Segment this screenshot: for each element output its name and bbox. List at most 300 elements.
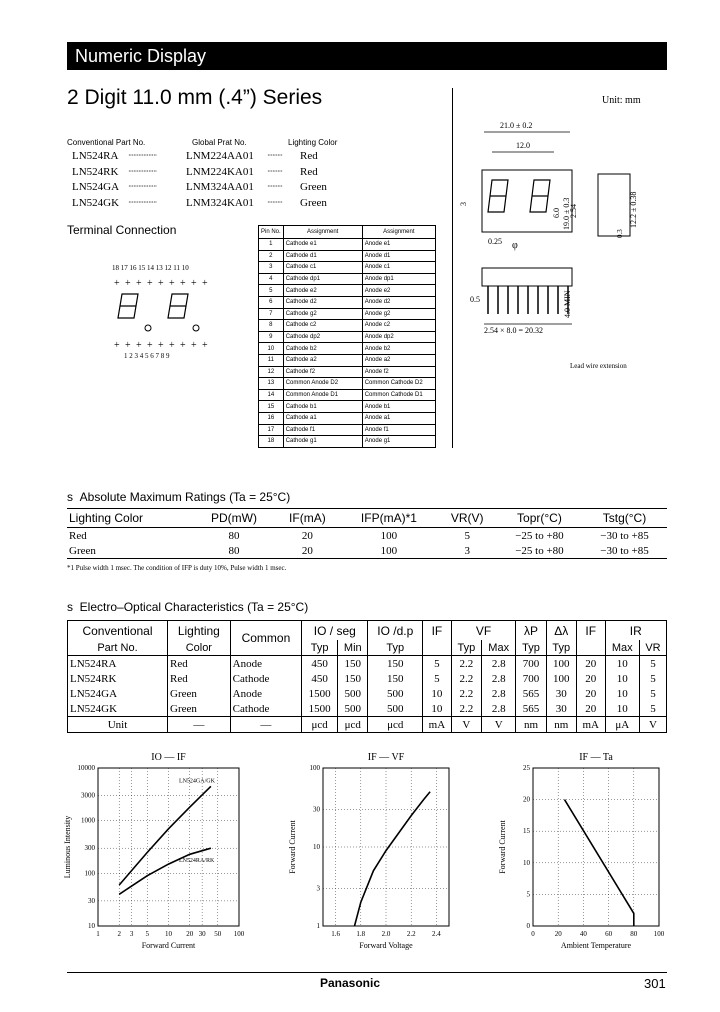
eo-cell: 565	[516, 701, 546, 717]
eo-cell: 20	[576, 701, 605, 717]
pin-row	[259, 296, 436, 308]
amr-cell: −25 to +80	[515, 529, 564, 542]
eo-h-if2: IF	[576, 621, 605, 641]
x-tick-label: 2.4	[432, 930, 441, 938]
series-line	[119, 848, 211, 894]
eo-cell: 10	[605, 671, 639, 686]
global-part-no: LNM324AA01	[186, 181, 254, 193]
eo-unit-cell: μcd	[302, 717, 338, 733]
pin-assignment: Cathode g1	[283, 436, 362, 448]
eo-h-conv: Conventional	[68, 621, 168, 641]
chart-if-ta	[475, 748, 675, 958]
unit-label: Unit: mm	[602, 95, 641, 106]
eo-h-blank	[423, 640, 452, 656]
pin-assignment: Cathode c2	[283, 320, 362, 332]
eo-cell: 2.2	[451, 686, 481, 701]
y-tick-label: 25	[523, 764, 530, 772]
pin-assignment: Anode c1	[362, 262, 435, 274]
pin-assignment: Cathode dp2	[283, 331, 362, 343]
x-tick-label: 1.6	[331, 930, 340, 938]
amr-header-cell: VR(V)	[438, 509, 497, 528]
eo-cell: Green	[168, 686, 231, 701]
eo-h-io-seg: IO / seg	[302, 621, 368, 641]
pin-assignment: Cathode d2	[283, 296, 362, 308]
y-tick-label: 1000	[81, 816, 95, 825]
absolute-max-ratings-table	[67, 508, 667, 559]
eo-h-typ2: Typ	[368, 640, 423, 656]
eo-cell: 2.2	[451, 701, 481, 717]
series-label: LN524RA/RK	[178, 858, 215, 865]
pin-assignment: Anode f2	[362, 366, 435, 378]
eo-cell: Red	[168, 656, 231, 672]
lighting-color: Red	[300, 165, 318, 178]
pin-marker: +	[125, 278, 131, 289]
eo-cell: 150	[368, 656, 423, 672]
side-view-body	[598, 174, 630, 236]
pin-marker: +	[125, 340, 131, 351]
eo-cell: 20	[576, 656, 605, 672]
leader-dots: ·········	[267, 166, 282, 176]
eo-h-max1: Max	[482, 640, 516, 656]
pin-assignment: Anode g2	[362, 308, 435, 320]
series-line	[119, 786, 211, 885]
eo-unit-cell: mA	[576, 717, 605, 733]
amr-header-cell: PD(mW)	[193, 509, 274, 528]
x-tick-label: 3	[129, 930, 134, 938]
pin-number: 6	[259, 296, 284, 308]
pin-assignment: Cathode f2	[283, 366, 362, 378]
eo-cell: Anode	[230, 656, 302, 672]
x-tick-label: 100	[233, 930, 245, 938]
eo-h-min: Min	[338, 640, 368, 656]
brand-logo: Panasonic	[320, 976, 381, 990]
eo-cell: Green	[168, 701, 231, 717]
top-pin-markers	[114, 278, 208, 289]
eo-h-typ5: Typ	[546, 640, 576, 656]
eo-cell: 5	[423, 671, 452, 686]
conventional-part-heading: Conventional Part No.	[67, 138, 146, 147]
dim-pitch-total: 2.54 × 8.0 = 20.32	[484, 326, 544, 335]
pin-number: 10	[259, 343, 284, 355]
assignment-header-2: Assignment	[362, 226, 435, 239]
dimension-drawing	[458, 118, 663, 376]
eo-cell: 450	[302, 671, 338, 686]
dim-digit-width: 12.0	[516, 141, 530, 150]
eo-h-lp: λP	[516, 621, 546, 641]
chart-title: IO — IF	[151, 752, 186, 763]
amr-title-text: Absolute Maximum Ratings (Ta = 25°C)	[79, 490, 291, 504]
pin-assignment: Anode b2	[362, 343, 435, 355]
pin-assignment: Cathode a2	[283, 354, 362, 366]
lead-wire-note: Lead wire extension	[570, 362, 627, 370]
eo-h-light2: Color	[168, 640, 231, 656]
global-part-no: LNM224AA01	[186, 150, 254, 162]
amr-cell: 5	[464, 529, 470, 542]
eo-cell: 1500	[302, 686, 338, 701]
eo-h-common: Common	[230, 621, 302, 656]
eo-cell: Red	[168, 671, 231, 686]
plot-frame	[533, 768, 659, 926]
pin-number: 14	[259, 389, 284, 401]
dim-pin-pitch: 2.54	[569, 204, 578, 218]
eo-cell: 150	[368, 671, 423, 686]
pin-number: 8	[259, 320, 284, 332]
eo-cell: LN524RA	[68, 656, 168, 672]
eo-h-io-dp: IO /d.p	[368, 621, 423, 641]
eo-cell: 2.8	[482, 656, 516, 672]
lighting-color: Green	[300, 181, 327, 193]
eo-unit-cell: Unit	[68, 717, 168, 733]
eo-cell: 10	[605, 656, 639, 672]
pin-assignment: Anode c2	[362, 320, 435, 332]
pin-assignment: Cathode c1	[283, 262, 362, 274]
category-banner: Numeric Display	[67, 42, 667, 70]
x-tick-label: 1	[96, 930, 100, 938]
eo-cell: 500	[338, 701, 368, 717]
eo-cell: 10	[605, 686, 639, 701]
global-part-heading: Global Prat No.	[192, 138, 247, 147]
pin-number: 13	[259, 378, 284, 390]
eo-cell: 150	[338, 656, 368, 672]
bottom-pin-markers	[114, 340, 208, 351]
amr-cell: 80	[193, 543, 274, 559]
dp2-dot	[193, 325, 199, 331]
eo-cell: 20	[576, 686, 605, 701]
eo-cell: 5	[639, 656, 666, 672]
eo-unit-cell: V	[639, 717, 666, 733]
eo-title	[67, 600, 308, 614]
eo-unit-cell: nm	[546, 717, 576, 733]
pin-marker: +	[191, 278, 197, 289]
y-tick-label: 100	[309, 764, 320, 772]
pin-assignment: Cathode a1	[283, 412, 362, 424]
chart-title: IF — Ta	[579, 752, 613, 763]
dp1-dot	[145, 325, 151, 331]
eo-cell: 565	[516, 686, 546, 701]
amr-cell: −30 to +85	[582, 543, 667, 559]
eo-h-vf: VF	[451, 621, 516, 641]
y-axis-label: Forward Current	[498, 820, 507, 874]
eo-unit-cell: nm	[516, 717, 546, 733]
pin-marker: +	[169, 278, 175, 289]
pin-assignment: Common Anode D1	[283, 389, 362, 401]
leader-dots: ·················	[128, 151, 157, 160]
y-tick-label: 3000	[81, 791, 95, 800]
chart-io-if	[40, 748, 255, 958]
eo-unit-row	[68, 717, 667, 733]
pin-assignment: Anode f1	[362, 424, 435, 436]
pin-marker: +	[180, 340, 186, 351]
pin-assignment: Cathode d1	[283, 250, 362, 262]
terminal-connection-title: Terminal Connection	[67, 223, 177, 237]
svg-text:3: 3	[459, 202, 468, 206]
pin-number: 9	[259, 331, 284, 343]
pin-row	[259, 331, 436, 343]
eo-cell: 450	[302, 656, 338, 672]
pin-no-header: Pin No.	[259, 226, 284, 239]
x-tick-label: 20	[554, 930, 562, 938]
leader-dots: ·········	[267, 151, 282, 160]
pin-assignment: Cathode f1	[283, 424, 362, 436]
eo-unit-cell: μA	[605, 717, 639, 733]
eo-unit-cell: —	[230, 717, 302, 733]
pin-assignment: Cathode dp1	[283, 273, 362, 285]
eo-cell: LN524GA	[68, 686, 168, 701]
eo-cell: 700	[516, 671, 546, 686]
eo-h-typ3: Typ	[451, 640, 481, 656]
eo-unit-cell: μcd	[338, 717, 368, 733]
y-tick-label: 10	[88, 922, 95, 930]
pin-row	[259, 412, 436, 424]
conventional-part-no: LN524RA	[72, 150, 119, 162]
amr-header-cell: IFP(mA)*1	[340, 509, 437, 528]
amr-header-cell: Lighting Color	[67, 509, 193, 528]
pin-assignment: Anode g1	[362, 436, 435, 448]
eo-row	[68, 656, 667, 672]
amr-row	[67, 543, 667, 559]
dim-thickness: 12.2 ± 0.38	[629, 191, 638, 228]
leader-dots: ·········	[267, 197, 282, 207]
pin-row	[259, 401, 436, 413]
leader-dots: ·················	[128, 166, 157, 176]
pin-assignment: Anode d1	[362, 250, 435, 262]
series-line	[355, 792, 431, 926]
pin-marker: +	[158, 278, 164, 289]
pin-assignment: Anode e2	[362, 285, 435, 297]
lighting-color: Green	[300, 196, 327, 209]
front-view-body	[482, 170, 572, 232]
eo-cell: 2.8	[482, 686, 516, 701]
pin-number: 16	[259, 412, 284, 424]
pin-assignment: Cathode b1	[283, 401, 362, 413]
conventional-part-no: LN524GK	[72, 196, 120, 209]
x-tick-label: 100	[653, 930, 665, 938]
series-title: 2 Digit 11.0 mm (.4”) Series	[67, 86, 323, 109]
pin-number: 17	[259, 424, 284, 436]
assignment-header-1: Assignment	[283, 226, 362, 239]
eo-cell: Cathode	[230, 701, 302, 717]
dim-pin-side: 0.3	[616, 229, 624, 238]
eo-cell: 2.2	[451, 656, 481, 672]
x-tick-label: 40	[579, 930, 587, 938]
amr-footnote: *1 Pulse width 1 msec. The condition of IFP is duty 10%, Pulse width 1 msec.	[67, 564, 287, 572]
pin-marker: +	[114, 278, 120, 289]
x-tick-label: 1.8	[356, 930, 366, 938]
x-tick-label: 2.0	[381, 930, 391, 938]
pin-marker: +	[136, 278, 142, 289]
pin-assignment: Anode a1	[362, 412, 435, 424]
eo-unit-cell: V	[451, 717, 481, 733]
pin-assignment: Common Cathode D2	[362, 378, 435, 390]
amr-cell: 100	[340, 543, 437, 559]
y-tick-label: 3	[316, 884, 320, 893]
dim-digit-height: 6.0	[552, 208, 561, 218]
pin-marker: +	[180, 278, 186, 289]
eo-cell: 10	[423, 686, 452, 701]
pin-row	[259, 308, 436, 320]
x-tick-label: 50	[214, 930, 222, 938]
pin-marker: +	[114, 340, 120, 351]
pin-row	[259, 320, 436, 332]
pin-number: 4	[259, 273, 284, 285]
eo-cell: 150	[338, 671, 368, 686]
digit-outline-2	[168, 294, 188, 318]
pin-assignment: Cathode g2	[283, 308, 362, 320]
eo-cell: 100	[546, 671, 576, 686]
leader-dots: ·················	[128, 197, 157, 207]
eo-h-max2: Max	[605, 640, 639, 656]
x-axis-label: Forward Voltage	[359, 941, 413, 950]
pin-assignment-table	[258, 225, 436, 448]
pin-number: 1	[259, 239, 284, 251]
global-part-no: LNM224KA01	[186, 165, 254, 178]
x-tick-label: 2.2	[406, 930, 416, 938]
x-tick-label: 20	[186, 930, 194, 938]
series-label: LN524GA/GK	[178, 778, 215, 785]
bottom-pin-numbers: 1 2 3 4 5 6 7 8 9	[124, 352, 170, 360]
pin-marker: +	[147, 278, 153, 289]
amr-bullet: s	[67, 490, 80, 504]
pin-assignment: Anode b1	[362, 401, 435, 413]
x-tick-label: 10	[165, 930, 172, 938]
pin-assignment: Anode e1	[362, 239, 435, 251]
eo-cell: 2.2	[451, 671, 481, 686]
eo-unit-cell: V	[482, 717, 516, 733]
x-tick-label: 80	[630, 930, 638, 938]
y-tick-label: 10	[313, 843, 320, 851]
footer-rule	[67, 972, 667, 973]
pin-row	[259, 262, 436, 274]
y-tick-label: 30	[88, 896, 95, 905]
eo-row	[68, 686, 667, 701]
dim-pin-width: 0.5	[470, 295, 480, 304]
pin-number: 2	[259, 250, 284, 262]
eo-cell: 30	[546, 701, 576, 717]
y-tick-label: 300	[84, 844, 95, 853]
eo-h-if: IF	[423, 621, 452, 641]
y-tick-label: 100	[84, 869, 95, 878]
pin-assignment: Anode dp2	[362, 331, 435, 343]
bottom-view-body	[482, 268, 572, 286]
x-tick-label: 0	[531, 930, 535, 938]
eo-row	[68, 671, 667, 686]
pin-row	[259, 354, 436, 366]
eo-cell: 1500	[302, 701, 338, 717]
pin-marker: +	[191, 340, 197, 351]
eo-cell: LN524GK	[68, 701, 168, 717]
eo-h-typ4: Typ	[516, 640, 546, 656]
eo-cell: 2.8	[482, 701, 516, 717]
amr-cell: 100	[380, 529, 398, 542]
eo-cell: 100	[546, 656, 576, 672]
leader-dots: ·········	[267, 182, 282, 191]
pin-row	[259, 343, 436, 355]
pin-assignment: Cathode e2	[283, 285, 362, 297]
x-tick-label: 30	[198, 930, 206, 938]
x-axis-label: Forward Current	[141, 941, 196, 950]
dim-body-height: 19.0 ± 0.3	[562, 197, 571, 230]
eo-cell: 10	[423, 701, 452, 717]
pin-row	[259, 273, 436, 285]
pin-assignment: Anode dp1	[362, 273, 435, 285]
eo-cell: 500	[368, 701, 423, 717]
eo-cell: 700	[516, 656, 546, 672]
page-number: 301	[644, 976, 666, 991]
eo-cell: 20	[576, 671, 605, 686]
lighting-color-heading: Lighting Color	[288, 138, 338, 147]
eo-cell: Cathode	[230, 671, 302, 686]
eo-cell: 10	[605, 701, 639, 717]
eo-cell: 30	[546, 686, 576, 701]
conventional-part-no: LN524RK	[72, 165, 119, 178]
pin-number: 18	[259, 436, 284, 448]
amr-cell: 80	[228, 529, 240, 542]
pin-number: 15	[259, 401, 284, 413]
y-tick-label: 15	[523, 827, 530, 836]
y-tick-label: 5	[526, 890, 530, 899]
pin-row	[259, 378, 436, 390]
x-axis-label: Ambient Temperature	[560, 941, 632, 950]
pin-marker: +	[158, 340, 164, 351]
pin-marker: +	[169, 340, 175, 351]
amr-header-cell: IF(mA)	[274, 509, 340, 528]
amr-cell: 20	[274, 543, 340, 559]
eo-cell: 500	[338, 686, 368, 701]
eo-cell: 500	[368, 686, 423, 701]
eo-h-typ1: Typ	[302, 640, 338, 656]
pin-assignment: Anode a2	[362, 354, 435, 366]
pin-number: 11	[259, 354, 284, 366]
lead-pins	[488, 286, 568, 314]
x-tick-label: 5	[145, 930, 150, 938]
amr-cell: Green	[67, 543, 193, 559]
eo-h-blank2	[576, 640, 605, 656]
y-tick-label: 1	[316, 922, 320, 930]
pin-number: 7	[259, 308, 284, 320]
leader-dots: ·················	[128, 182, 157, 191]
pin-number: 3	[259, 262, 284, 274]
amr-title	[67, 490, 290, 504]
pin-marker: +	[202, 278, 208, 289]
eo-h-light1: Lighting	[168, 621, 231, 641]
eo-unit-cell: —	[168, 717, 231, 733]
y-tick-label: 10000	[77, 764, 95, 772]
amr-cell: 3	[438, 543, 497, 559]
pin-marker: +	[202, 340, 208, 351]
pin-row	[259, 285, 436, 297]
eo-cell: 5	[423, 656, 452, 672]
pin-assignment: Cathode e1	[283, 239, 362, 251]
eo-cell: 5	[639, 686, 666, 701]
dim-pin-length: 4.0 MIN	[563, 290, 572, 318]
global-part-no: LNM324KA01	[186, 196, 254, 209]
pin-row	[259, 366, 436, 378]
amr-cell: 20	[301, 529, 313, 542]
amr-row	[67, 528, 667, 544]
lighting-color: Red	[300, 150, 318, 162]
pin-row	[259, 250, 436, 262]
amr-cell: −25 to +80	[497, 543, 582, 559]
pin-number: 12	[259, 366, 284, 378]
pin-number: 5	[259, 285, 284, 297]
terminal-diagram	[100, 258, 220, 366]
amr-cell: −30 to +85	[600, 529, 649, 542]
top-pin-numbers: 18 17 16 15 14 13 12 11 10	[112, 264, 189, 272]
pin-marker: +	[147, 340, 153, 351]
eo-row	[68, 701, 667, 717]
eo-cell: 5	[639, 671, 666, 686]
dim-lead-gap: 0.25	[488, 237, 502, 246]
